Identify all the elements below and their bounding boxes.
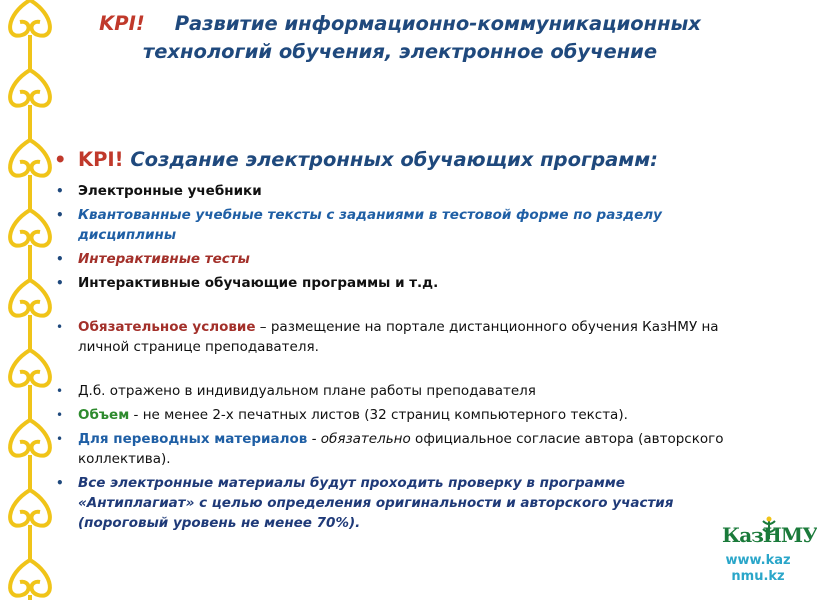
slide-content	[52, 146, 732, 537]
kaznmu-logo[interactable]	[722, 515, 817, 595]
list-item	[52, 249, 732, 269]
bullet-icon: •	[56, 408, 64, 422]
item-text: Электронные учебники	[78, 183, 262, 199]
ornament-motif	[10, 420, 50, 490]
list-item	[52, 473, 732, 533]
list-item	[52, 181, 732, 201]
list-item	[52, 405, 732, 425]
main-bullet	[52, 146, 732, 173]
ornament-motif	[10, 70, 50, 140]
item-text: Интерактивные обучающие программы и т.д.	[78, 275, 439, 291]
item-text: Интерактивные тесты	[78, 251, 250, 267]
bullet-icon: •	[56, 384, 64, 398]
ornament-motif	[10, 0, 50, 70]
bullet-icon: •	[56, 320, 64, 334]
item-text: Все электронные материалы будут проходить проверку в программе «Антиплагиат» с целью определения оригинальности и авторского участия (пороговый уровень не менее 70%).	[78, 475, 674, 531]
bullet-icon: •	[54, 148, 67, 171]
list-item	[52, 429, 732, 469]
logo-emblem-icon	[754, 515, 784, 541]
list-item	[52, 381, 732, 401]
main-bullet-text: Создание электронных обучающих программ:	[130, 148, 658, 171]
item-mid: - обязательно	[307, 431, 411, 447]
bullet-icon: •	[56, 252, 64, 266]
slide-title	[90, 10, 710, 66]
logo-url-line2: nmu.kz	[731, 569, 785, 584]
item-rest: официальное согласие автора (авторского коллектива).	[78, 431, 724, 467]
list-item	[52, 317, 732, 357]
logo-url[interactable]	[722, 553, 794, 585]
ornament-motif	[10, 280, 50, 350]
bullet-icon: •	[56, 476, 64, 490]
ornament-motif	[10, 210, 50, 280]
item-lead: Обязательное условие	[78, 319, 256, 335]
item-rest: - не менее 2-х печатных листов (32 страниц компьютерного текста).	[129, 407, 628, 423]
item-lead: Объем	[78, 407, 130, 423]
bullet-icon: •	[56, 276, 64, 290]
bullet-list	[52, 181, 732, 533]
logo-text: КазНМУ	[722, 523, 817, 547]
item-rest: – размещение на портале дистанционного обучения КазНМУ на личной странице преподавателя.	[78, 319, 719, 355]
bullet-icon: •	[56, 184, 64, 198]
ornament-motif	[10, 350, 50, 420]
ornament-border	[0, 0, 60, 600]
item-lead: Для переводных материалов	[78, 431, 308, 447]
list-item	[52, 273, 732, 293]
main-bullet-kpi: KPI!	[78, 148, 124, 171]
item-text: Квантованные учебные тексты с заданиями в тестовой форме по разделу дисциплины	[78, 207, 662, 243]
logo-url-line1: www.kaz	[725, 553, 791, 568]
bullet-icon: •	[56, 432, 64, 446]
ornament-motif	[10, 560, 50, 600]
title-kpi: KPI!	[99, 12, 145, 35]
title-text: Развитие информационно-коммуникационных технологий обучения, электронное обучение	[142, 12, 701, 63]
bullet-icon: •	[56, 208, 64, 222]
ornament-motif	[10, 140, 50, 210]
ornament-motif	[10, 490, 50, 560]
list-item	[52, 205, 732, 245]
item-text: Д.б. отражено в индивидуальном плане работы преподавателя	[78, 383, 536, 399]
